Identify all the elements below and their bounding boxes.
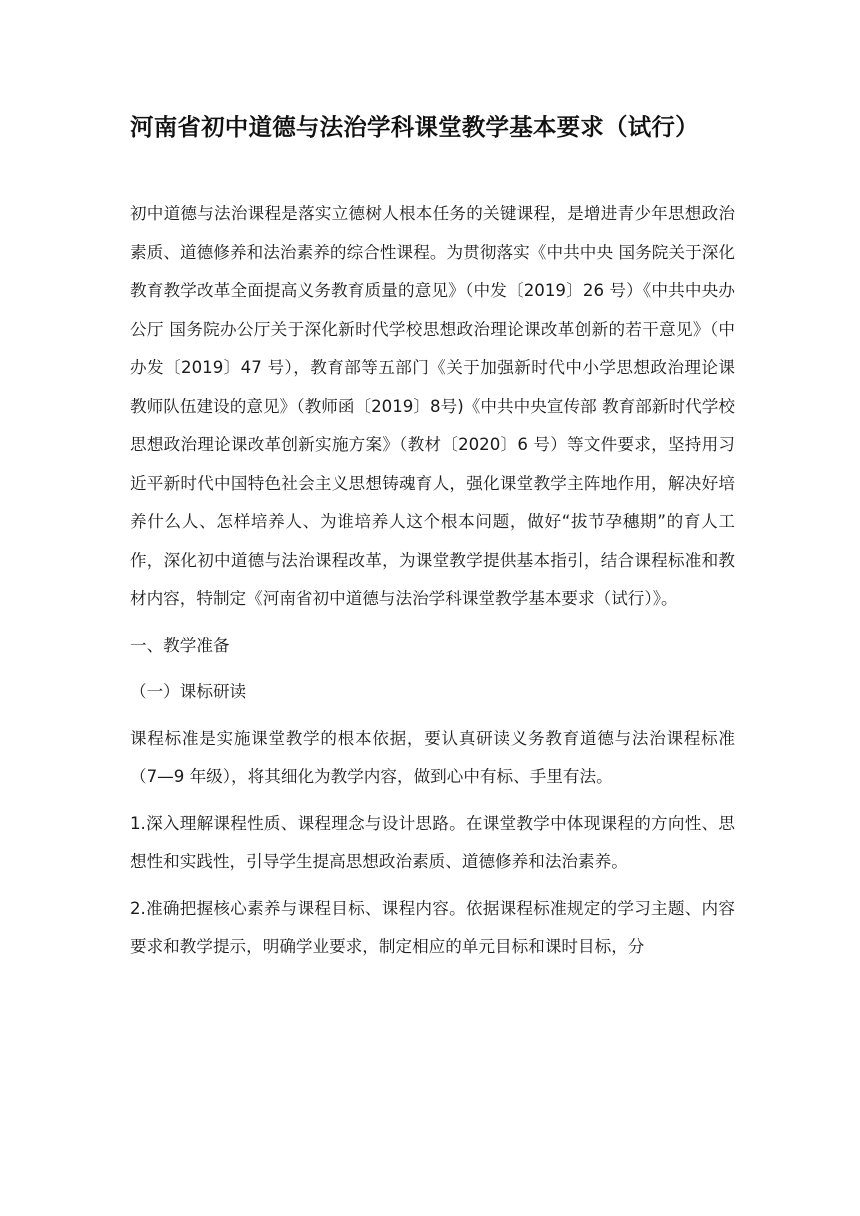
list-item-2: 2.准确把握核心素养与课程目标、课程内容。依据课程标准规定的学习主题、内容要求和教学提示，明确学业要求，制定相应的单元目标和课时目标，分	[130, 898, 735, 956]
subsection-heading-curriculum-study: （一）课标研读	[130, 682, 247, 701]
document-body	[130, 195, 735, 967]
spacer	[130, 797, 735, 805]
spacer	[130, 882, 735, 890]
list-item-1: 1.深入理解课程性质、课程理念与设计思路。在课堂教学中体现课程的方向性、思想性和实践性，引导学生提高思想政治素质、道德修养和法治素养。	[130, 813, 735, 871]
section-heading-teaching-preparation: 一、教学准备	[130, 635, 230, 655]
intro-paragraph: 初中道德与法治课程是落实立德树人根本任务的关键课程，是增进青少年思想政治素质、道德修养和法治素养的综合性课程。为贯彻落实《中共中央 国务院关于深化教育教学改革全面提高义务教育质量的意见》（中发〔2019〕26 号）《中共中央办公厅 国务院办公厅关于深化新时代学校思想政治理论课改革创新的若干意见》（中办发〔2019〕47 号），教育部等五部门《关于加强新时代中小学思想政治理论课教师队伍建设的意见》（教师函〔2019〕8号)《中共中央宣传部 教育部新时代学校思想政治理论课改革创新实施方案》（教材〔2020〕6 号）等文件要求，坚持用习近平新时代中国特色社会主义思想铸魂育人，强化课堂教学主阵地作用，解决好培养什么人、怎样培养人、为谁培养人这个根本问题，做好“拔节孕穗期”的育人工作，深化初中道德与法治课程改革，为课堂教学提供基本指引，结合课程标准和教材内容，特制定《河南省初中道德与法治学科课堂教学基本要求（试行）》。	[130, 204, 735, 608]
curriculum-study-paragraph: 课程标准是实施课堂教学的根本依据，要认真研读义务教育道德与法治课程标准（7—9 年级），将其细化为教学内容，做到心中有标、手里有法。	[130, 728, 735, 786]
document-page	[130, 0, 735, 1216]
document-title: 河南省初中道德与法治学科课堂教学基本要求（试行）	[130, 113, 699, 141]
spacer	[130, 619, 735, 627]
spacer	[130, 712, 735, 720]
spacer	[130, 665, 735, 673]
